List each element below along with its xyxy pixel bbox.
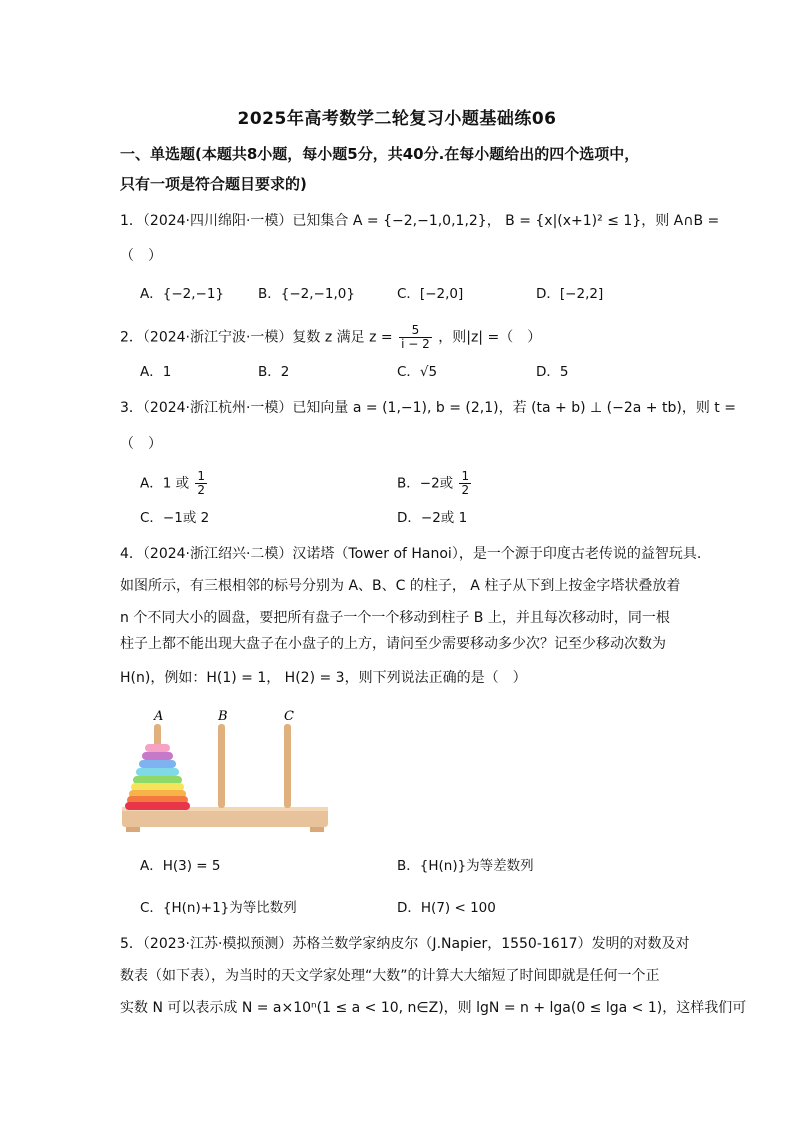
q3-option-a-fraction — [195, 470, 207, 497]
q3-option-a-denominator: 2 — [197, 483, 206, 497]
q4-line1: 4．（2024·浙江绍兴·二模）汉诺塔（Tower of Hanoi），是一个源于印度古老传说的益智玩具. — [120, 546, 702, 562]
q3-option-b-denominator: 2 — [461, 483, 470, 497]
q2-stem — [120, 324, 541, 351]
q4-option-a: A．H(3) = 5 — [140, 858, 221, 874]
q3-stem-paren: （ ） — [120, 436, 162, 452]
base-foot-right — [310, 827, 324, 832]
q4-line5: H(n)，例如：H(1) = 1， H(2) = 3，则下列说法正确的是（ ） — [120, 670, 527, 686]
q2-option-c: C．√5 — [397, 364, 438, 380]
q3-option-b — [397, 470, 473, 497]
q5-line2: 数表（如下表），为当时的天文学家处理“大数”的计算大大缩短了时间即就是任何一个正 — [120, 968, 660, 984]
ring-1 — [145, 744, 170, 752]
q4-option-b: B．{H(n)}为等差数列 — [397, 858, 534, 874]
q1-stem: 1．（2024·四川绵阳·一模）已知集合 A = {−2,−1,0,1,2}， B = {x|(x+1)² ≤ 1}，则 A∩B = — [120, 213, 720, 229]
q1-option-a: A．{−2,−1} — [140, 286, 225, 302]
q2-option-b: B．2 — [258, 364, 290, 380]
q1-option-d: D．[−2,2] — [536, 286, 604, 302]
ring-3 — [139, 760, 176, 768]
q2-fraction-numerator: 5 — [399, 324, 432, 338]
q3-option-b-text: B．−2或 — [397, 475, 454, 492]
ring-6 — [131, 783, 184, 791]
q4-line3: n 个不同大小的圆盘，要把所有盘子一个一个移动到柱子 B 上，并且每次移动时，同一根 — [120, 610, 670, 626]
peg-label-a: A — [154, 709, 164, 724]
q3-option-a-text: A．1 或 — [140, 475, 190, 492]
tower-of-hanoi-figure — [118, 704, 332, 836]
peg-b — [218, 724, 225, 808]
q5-line1: 5．（2023·江苏·模拟预测）苏格兰数学家纳皮尔（J.Napier，1550-1617）发明的对数及对 — [120, 936, 690, 952]
q4-option-d: D．H(7) < 100 — [397, 900, 496, 916]
page-title: 2025年高考数学二轮复习小题基础练06 — [237, 109, 557, 129]
q4-line4: 柱子上都不能出现大盘子在小盘子的上方，请问至少需要移动多少次？记至少移动次数为 — [120, 636, 666, 652]
q2-fraction-denominator: i − 2 — [401, 337, 430, 351]
q2-stem-post: ，则|z| =（ ） — [438, 329, 542, 346]
q1-stem-paren: （ ） — [120, 248, 162, 264]
base-foot-left — [126, 827, 140, 832]
q3-option-d: D．−2或 1 — [397, 510, 468, 526]
section-heading-line1: 一、单选题(本题共8小题，每小题5分，共40分.在每小题给出的四个选项中， — [120, 145, 640, 163]
q2-fraction — [399, 324, 432, 351]
ring-5 — [133, 776, 182, 784]
ring-2 — [142, 752, 173, 760]
q1-option-c: C．[−2,0] — [397, 286, 464, 302]
q3-option-c: C．−1或 2 — [140, 510, 210, 526]
q3-option-b-numerator: 1 — [461, 469, 470, 483]
peg-label-b: B — [218, 709, 228, 724]
section-heading-line2: 只有一项是符合题目要求的) — [120, 175, 307, 193]
q3-option-a-numerator: 1 — [197, 469, 206, 483]
q3-option-b-fraction — [459, 470, 471, 497]
ring-4 — [136, 768, 179, 776]
peg-c — [284, 724, 291, 808]
q2-option-d: D．5 — [536, 364, 569, 380]
q4-line2: 如图所示，有三根相邻的标号分别为 A、B、C 的柱子， A 柱子从下到上按金字塔状叠放着 — [120, 578, 681, 594]
q3-option-a — [140, 470, 209, 497]
q2-stem-pre: 2．（2024·浙江宁波·一模）复数 z 满足 z = — [120, 329, 393, 346]
ring-9 — [125, 802, 190, 810]
q3-stem: 3．（2024·浙江杭州·一模）已知向量 a = (1,−1), b = (2,1)，若 (ta + b) ⊥ (−2a + tb)，则 t = — [120, 400, 736, 416]
peg-label-c: C — [284, 709, 294, 724]
q4-option-c: C．{H(n)+1}为等比数列 — [140, 900, 297, 916]
q1-option-b: B．{−2,−1,0} — [258, 286, 355, 302]
q2-option-a: A．1 — [140, 364, 172, 380]
q5-line3: 实数 N 可以表示成 N = a×10ⁿ(1 ≤ a < 10, n∈Z)，则 lgN = n + lga(0 ≤ lga < 1)，这样我们可 — [120, 1000, 747, 1016]
